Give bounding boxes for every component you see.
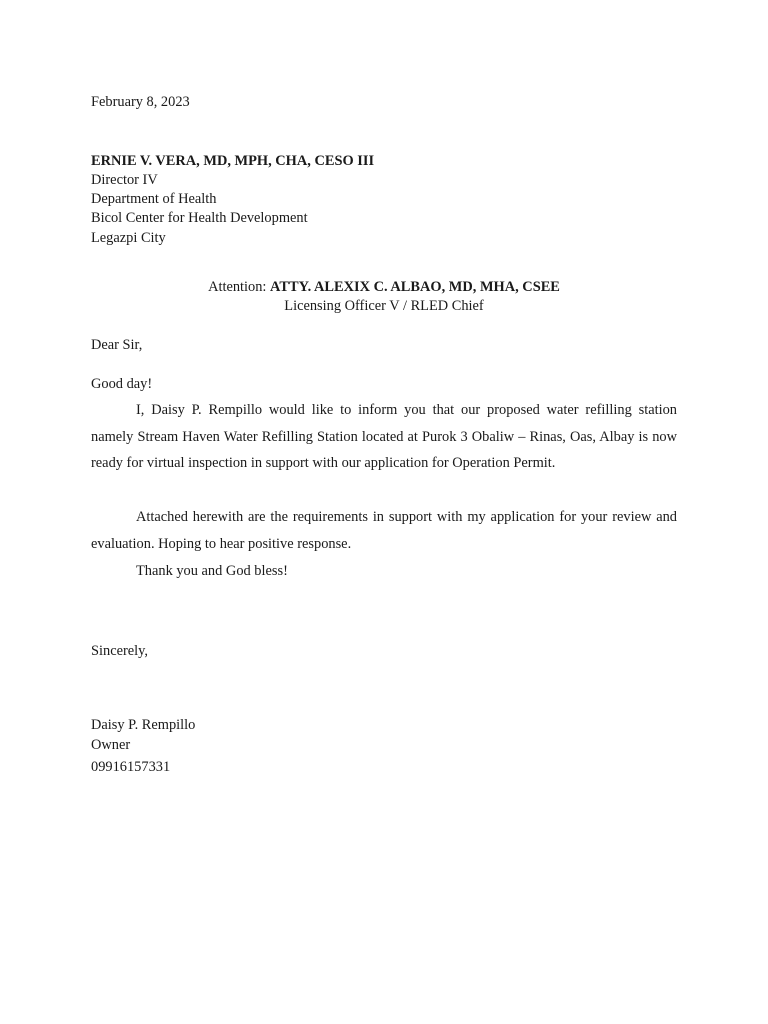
recipient-city: Legazpi City <box>91 230 166 246</box>
salutation: Dear Sir, <box>91 337 143 353</box>
signatory-title: Owner <box>91 737 131 753</box>
recipient-department: Department of Health <box>91 191 217 207</box>
closing: Sincerely, <box>91 643 149 659</box>
signatory-phone: 09916157331 <box>91 759 171 775</box>
attention-name: ATTY. ALEXIX C. ALBAO, MD, MHA, CSEE <box>270 279 560 295</box>
attention-label: Attention: <box>208 279 271 295</box>
body-paragraph-2: Attached herewith are the requirements in support with my application for your review and evaluation. Hoping to hear positive response. <box>91 509 677 552</box>
body-paragraph-1: I, Daisy P. Rempillo would like to inform you that our proposed water refilling station namely Stream Haven Water Refilling Station located at Purok 3 Obaliw – Rinas, Oas, Albay is now ready for virtual inspection in support with our application for Operation Permit. <box>91 402 677 472</box>
recipient-name: ERNIE V. VERA, MD, MPH, CHA, CESO III <box>91 153 375 169</box>
attention-line <box>91 278 677 298</box>
recipient-office: Bicol Center for Health Development <box>91 210 308 226</box>
signatory-name: Daisy P. Rempillo <box>91 717 196 733</box>
attention-title: Licensing Officer V / RLED Chief <box>284 298 484 314</box>
greeting: Good day! <box>91 376 153 392</box>
thanks-line: Thank you and God bless! <box>136 563 288 579</box>
letter-date: February 8, 2023 <box>91 94 190 110</box>
recipient-position: Director IV <box>91 172 158 188</box>
